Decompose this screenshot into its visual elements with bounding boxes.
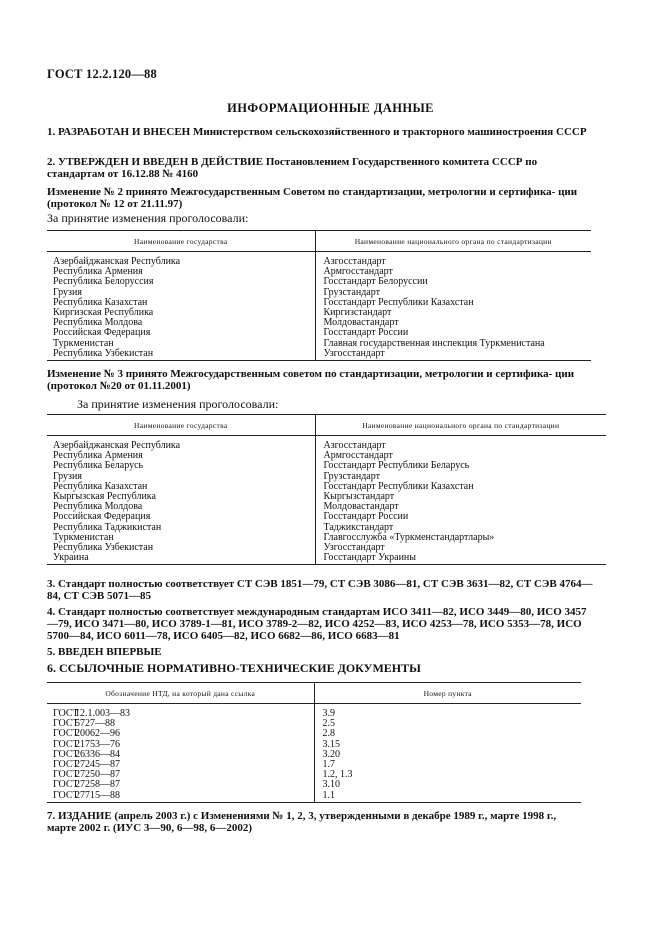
table-row xyxy=(47,760,581,770)
amendment-3-note xyxy=(47,368,591,392)
gost-prefix: ГОСТ xyxy=(53,748,79,760)
item-2-bold: УТВЕРЖДЕН И ВВЕДЕН В ДЕЙСТВИЕ xyxy=(58,156,264,168)
gost-prefix: ГОСТ xyxy=(53,779,79,791)
state-name-cell: Российская Федерация xyxy=(53,511,151,523)
state-name-cell: Республика Молдова xyxy=(53,317,143,329)
table-row xyxy=(47,729,581,739)
item-6-text: ССЫЛОЧНЫЕ НОРМАТИВНО-ТЕХНИЧЕСКИЕ ДОКУМЕНТЫ xyxy=(59,661,421,675)
doc-number: 5727—88 xyxy=(75,718,115,730)
item-3-number: 3. xyxy=(47,578,56,590)
table-row xyxy=(47,252,591,268)
table-row xyxy=(47,553,606,565)
item-7-number: 7. xyxy=(47,810,56,822)
amendment-3-table xyxy=(47,414,606,565)
standards-body-cell: Госстандарт Республики Казахстан xyxy=(315,482,606,492)
table-row xyxy=(47,791,581,803)
state-name-cell: Республика Казахстан xyxy=(53,480,148,492)
item-6 xyxy=(47,662,591,674)
table-header: Наименование государства xyxy=(47,415,315,436)
document-cell xyxy=(47,791,314,803)
item-7-text: с Изменениями № 1, 2, 3, утвержденными в декабре 1989 г., марте 1998 г., марте 2002 г. (ИУС 3—90, 6—98, 6—2002) xyxy=(47,810,557,834)
item-4-number: 4. xyxy=(47,606,56,618)
gost-prefix: ГОСТ xyxy=(53,769,79,781)
item-number-cell: 2.5 xyxy=(314,719,581,729)
table-header: Наименование национального органа по стандартизации xyxy=(315,231,591,252)
gost-prefix: ГОСТ xyxy=(53,708,79,719)
standards-body-cell: Грузстандарт xyxy=(315,472,606,482)
state-name-cell: Украина xyxy=(47,553,315,565)
table-row xyxy=(47,719,581,729)
doc-number: 26336—84 xyxy=(75,748,120,760)
standards-body-cell: Азгосстандарт xyxy=(315,436,606,452)
table-row xyxy=(47,740,581,750)
state-name-cell: Кыргызская Республика xyxy=(53,491,156,503)
item-7 xyxy=(47,810,587,834)
item-1-text: Министерством сельскохозяйственного и тракторного машиностроения СССР xyxy=(192,126,587,138)
table-row xyxy=(47,780,581,790)
standards-body-cell: Госстандарт Республики Беларусь xyxy=(315,461,606,471)
table-header: Номер пункта xyxy=(314,683,581,704)
amendment-3-text: Межгосударственным советом по стандартизации, метрологии и сертифика- ции (протокол №20 от 01.11.2001) xyxy=(47,368,575,392)
standards-body-cell: Госстандарт России xyxy=(315,328,591,338)
doc-number: 27245—87 xyxy=(75,759,120,771)
state-name-cell: Республика Таджикистан xyxy=(53,521,162,533)
state-name-cell: Республика Армения xyxy=(53,450,143,462)
item-6-number: 6. xyxy=(47,661,56,675)
item-3 xyxy=(47,578,596,602)
standard-code: ГОСТ 12.2.120—88 xyxy=(47,67,157,81)
item-number-cell: 1.1 xyxy=(314,791,581,803)
state-name-cell: Республика Белоруссия xyxy=(53,276,154,288)
standards-body-cell: Главгосслужба «Туркменстандартлары» xyxy=(315,533,606,543)
item-2 xyxy=(47,156,591,180)
amendment-2-bold: Изменение № 2 принято xyxy=(47,186,168,198)
doc-number: 20062—96 xyxy=(75,728,120,740)
table-row xyxy=(47,750,581,760)
table-header: Обозначение НТД, на который дана ссылка xyxy=(47,683,314,704)
gost-prefix: ГОСТ xyxy=(53,728,79,740)
amendment-3-voted: За принятие изменения проголосовали: xyxy=(77,397,279,411)
state-name-cell: Грузия xyxy=(53,470,82,482)
standards-body-cell: Грузстандарт xyxy=(315,288,591,298)
standards-body-cell: Молдовастандарт xyxy=(315,318,591,328)
table-row xyxy=(47,436,606,452)
item-number-cell: 2.8 xyxy=(314,729,581,739)
standards-body-cell: Узгосстандарт xyxy=(315,349,591,361)
standards-body-cell: Армгосстандарт xyxy=(315,267,591,277)
state-name-cell: Грузия xyxy=(53,286,82,298)
standards-body-cell: Киргизстандарт xyxy=(315,308,591,318)
amendment-2-note xyxy=(47,186,591,210)
item-1-number: 1. xyxy=(47,126,56,138)
document-cell xyxy=(47,704,314,720)
standards-body-cell: Молдовастандарт xyxy=(315,502,606,512)
item-number-cell: 3.20 xyxy=(314,750,581,760)
item-7-bold: ИЗДАНИЕ (апрель 2003 г.) xyxy=(58,810,191,822)
amendment-2-text: Межгосударственным Советом по стандартизации, метрологии и сертифика- ции (протокол № 12 от 21.11.97) xyxy=(47,186,578,210)
item-1-bold: РАЗРАБОТАН И ВНЕСЕН xyxy=(58,126,191,138)
amendment-2-table xyxy=(47,230,591,361)
state-name-cell: Туркменистан xyxy=(53,531,114,543)
standards-body-cell: Госстандарт Украины xyxy=(315,553,606,565)
state-name-cell: Азербайджанская Республика xyxy=(53,440,181,451)
table-header: Наименование государства xyxy=(47,231,315,252)
gost-prefix: ГОСТ xyxy=(53,789,79,801)
gost-prefix: ГОСТ xyxy=(53,718,79,730)
item-number-cell: 1.7 xyxy=(314,760,581,770)
doc-number: 27715—88 xyxy=(75,789,120,801)
gost-prefix: ГОСТ xyxy=(53,738,79,750)
state-name-cell: Азербайджанская Республика xyxy=(53,256,181,267)
state-name-cell: Республика Узбекистан xyxy=(47,349,315,361)
standards-body-cell: Армгосстандарт xyxy=(315,451,606,461)
item-3-text: Стандарт полностью соответствует СТ СЭВ 1851—79, СТ СЭВ 3086—81, СТ СЭВ 3631—82, СТ СЭВ 4764—84, СТ СЭВ 5071—85 xyxy=(47,578,593,602)
item-number-cell: 3.9 xyxy=(314,704,581,720)
item-5-number: 5. xyxy=(47,646,56,658)
standards-body-cell: Госстандарт России xyxy=(315,512,606,522)
item-5-text: ВВЕДЕН ВПЕРВЫЕ xyxy=(58,646,162,658)
item-4-text: Стандарт полностью соответствует международным стандартам ИСО 3411—82, ИСО 3449—80, ИСО 3457—79, ИСО 3471—80, ИСО 3789-1—81, ИСО 3789-2—82, ИСО 4252—83, ИСО 4253—78, ИСО 5353—78, ИСО 5700—84, ИСО 6011—78, ИСО 6405—82, ИСО 6682—86, ИСО 6683—81 xyxy=(47,606,587,642)
standards-body-cell: Кыргызстандарт xyxy=(315,492,606,502)
item-number-cell: 3.15 xyxy=(314,740,581,750)
item-number-cell: 3.10 xyxy=(314,780,581,790)
state-name-cell: Республика Беларусь xyxy=(53,460,144,472)
page-title: ИНФОРМАЦИОННЫЕ ДАННЫЕ xyxy=(227,101,434,115)
references-table xyxy=(47,682,581,803)
state-name-cell: Республика Молдова xyxy=(53,501,143,513)
amendment-2-voted: За принятие изменения проголосовали: xyxy=(47,211,249,225)
state-name-cell: Туркменистан xyxy=(53,337,114,349)
table-row xyxy=(47,770,581,780)
standards-body-cell: Узгосстандарт xyxy=(315,543,606,553)
item-number-cell: 1.2, 1.3 xyxy=(314,770,581,780)
standards-body-cell: Азгосстандарт xyxy=(315,252,591,268)
table-header: Наименование национального органа по стандартизации xyxy=(315,415,606,436)
item-4 xyxy=(47,606,596,642)
state-name-cell: Российская Федерация xyxy=(53,327,151,339)
item-2-number: 2. xyxy=(47,156,56,168)
state-name-cell: Республика Казахстан xyxy=(53,296,148,308)
standards-body-cell: Таджикстандарт xyxy=(315,523,606,533)
doc-number: 27258—87 xyxy=(75,779,120,791)
state-name-cell: Республика Армения xyxy=(53,266,143,278)
item-1 xyxy=(47,126,591,138)
item-5 xyxy=(47,646,591,658)
table-row xyxy=(47,704,581,720)
standards-body-cell: Госстандарт Белоруссии xyxy=(315,277,591,287)
state-name-cell: Киргизская Республика xyxy=(53,307,154,319)
state-name-cell: Республика Узбекистан xyxy=(53,542,154,554)
table-row xyxy=(47,349,591,361)
amendment-3-bold: Изменение № 3 принято xyxy=(47,368,168,380)
doc-number: 12.1.003—83 xyxy=(75,708,130,719)
doc-number: 21753—76 xyxy=(75,738,120,750)
gost-prefix: ГОСТ xyxy=(53,759,79,771)
standards-body-cell: Госстандарт Республики Казахстан xyxy=(315,298,591,308)
table-row xyxy=(47,277,591,287)
doc-number: 27250—87 xyxy=(75,769,120,781)
standards-body-cell: Главная государственная инспекция Туркменистана xyxy=(315,339,591,349)
item-2-text: Постановлением Государственного комитета СССР по стандартам от 16.12.88 № 4160 xyxy=(47,156,538,180)
